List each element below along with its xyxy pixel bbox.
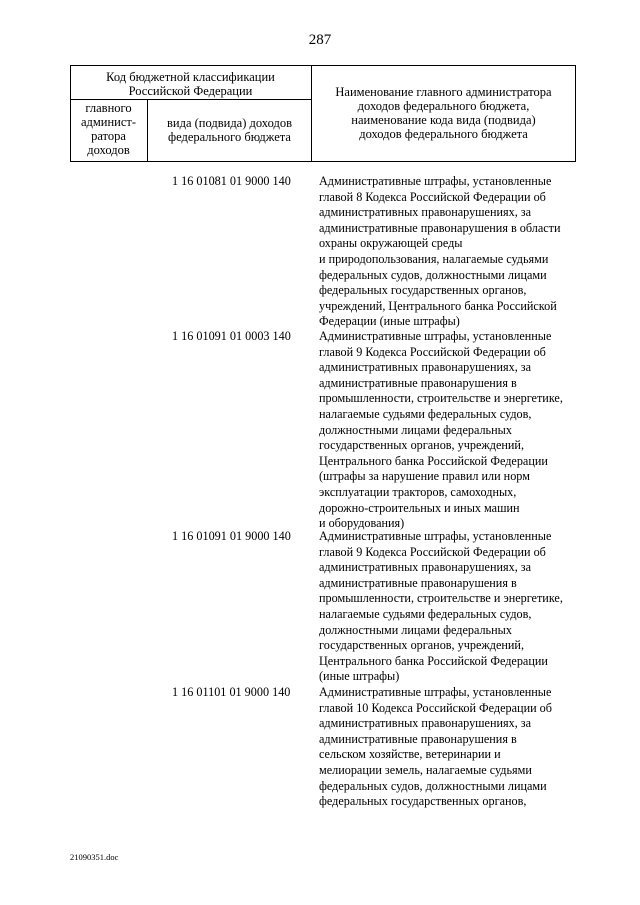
description-line: федеральных судов, должностными лицами xyxy=(319,778,547,793)
description-line: федеральных государственных органов, xyxy=(319,283,527,298)
income-description xyxy=(319,685,575,810)
description-line: дорожно-строительных и иных машин xyxy=(319,500,520,515)
income-description xyxy=(319,529,575,685)
table-header xyxy=(70,65,576,162)
description-line: должностными лицами федеральных xyxy=(319,622,512,637)
description-line: административные правонарушения в xyxy=(319,375,517,390)
description-line: и оборудования) xyxy=(319,516,405,531)
description-line: административных правонарушениях, за xyxy=(319,560,532,575)
description-line: административные правонарушения в xyxy=(319,731,517,746)
description-line: федеральных судов, должностными лицами xyxy=(319,267,547,282)
description-line: сельском хозяйстве, ветеринарии и xyxy=(319,747,501,762)
description-line: административные правонарушения в xyxy=(319,575,517,590)
description-line: государственных органов, учреждений, xyxy=(319,438,525,453)
description-line: налагаемые судьями федеральных судов, xyxy=(319,406,532,421)
description-line: административные правонарушения в области xyxy=(319,220,561,235)
description-line: главой 9 Кодекса Российской Федерации об xyxy=(319,544,546,559)
description-line: федеральных государственных органов, xyxy=(319,794,527,809)
description-line: эксплуатации тракторов, самоходных, xyxy=(319,484,517,499)
income-code: 1 16 01101 01 9000 140 xyxy=(172,685,291,699)
description-line: Административные штрафы, установленные xyxy=(319,685,552,699)
income-code: 1 16 01091 01 0003 140 xyxy=(172,329,291,343)
description-line: учреждений, Центрального банка Российской xyxy=(319,298,557,313)
description-line: главой 10 Кодекса Российской Федерации об xyxy=(319,700,552,715)
description-line: административных правонарушениях, за xyxy=(319,360,532,375)
income-description xyxy=(319,174,575,330)
description-line: Центрального банка Российской Федерации xyxy=(319,453,548,468)
description-line: Федерации (иные штрафы) xyxy=(319,314,460,329)
income-description xyxy=(319,329,575,532)
header-col-income-type: вида (подвида) доходов федерального бюджета xyxy=(167,116,292,144)
description-line: административных правонарушениях, за xyxy=(319,205,532,220)
income-code: 1 16 01091 01 9000 140 xyxy=(172,529,291,543)
header-col-administrator: главного админист- ратора доходов xyxy=(80,101,137,157)
description-line: промышленности, строительстве и энергетике, xyxy=(319,391,563,406)
description-line: налагаемые судьями федеральных судов, xyxy=(319,606,532,621)
description-line: административных правонарушениях, за xyxy=(319,716,532,731)
description-line: мелиорации земель, налагаемые судьями xyxy=(319,762,532,777)
header-group-title: Код бюджетной классификации Российской Федерации xyxy=(106,70,275,98)
description-line: государственных органов, учреждений, xyxy=(319,638,525,653)
description-line: должностными лицами федеральных xyxy=(319,422,512,437)
description-line: (иные штрафы) xyxy=(319,669,400,684)
income-code: 1 16 01081 01 9000 140 xyxy=(172,174,291,188)
description-line: и природопользования, налагаемые судьями xyxy=(319,251,549,266)
description-line: (штрафы за нарушение правил или норм xyxy=(319,469,530,484)
description-line: Административные штрафы, установленные xyxy=(319,529,552,543)
description-line: главой 8 Кодекса Российской Федерации об xyxy=(319,189,546,204)
description-line: Центрального банка Российской Федерации xyxy=(319,653,548,668)
description-line: Административные штрафы, установленные xyxy=(319,174,552,188)
description-line: главой 9 Кодекса Российской Федерации об xyxy=(319,344,546,359)
footer-filename: 21090351.doc xyxy=(70,852,119,862)
description-line: охраны окружающей среды xyxy=(319,236,463,251)
page-number: 287 xyxy=(308,32,332,48)
description-line: промышленности, строительстве и энергетике, xyxy=(319,591,563,606)
header-col-name: Наименование главного администратора доходов федерального бюджета, наименование кода вида (подвида) доходов федерального бюджета xyxy=(335,85,552,141)
budget-classification-table xyxy=(70,65,576,162)
description-line: Административные штрафы, установленные xyxy=(319,329,552,343)
